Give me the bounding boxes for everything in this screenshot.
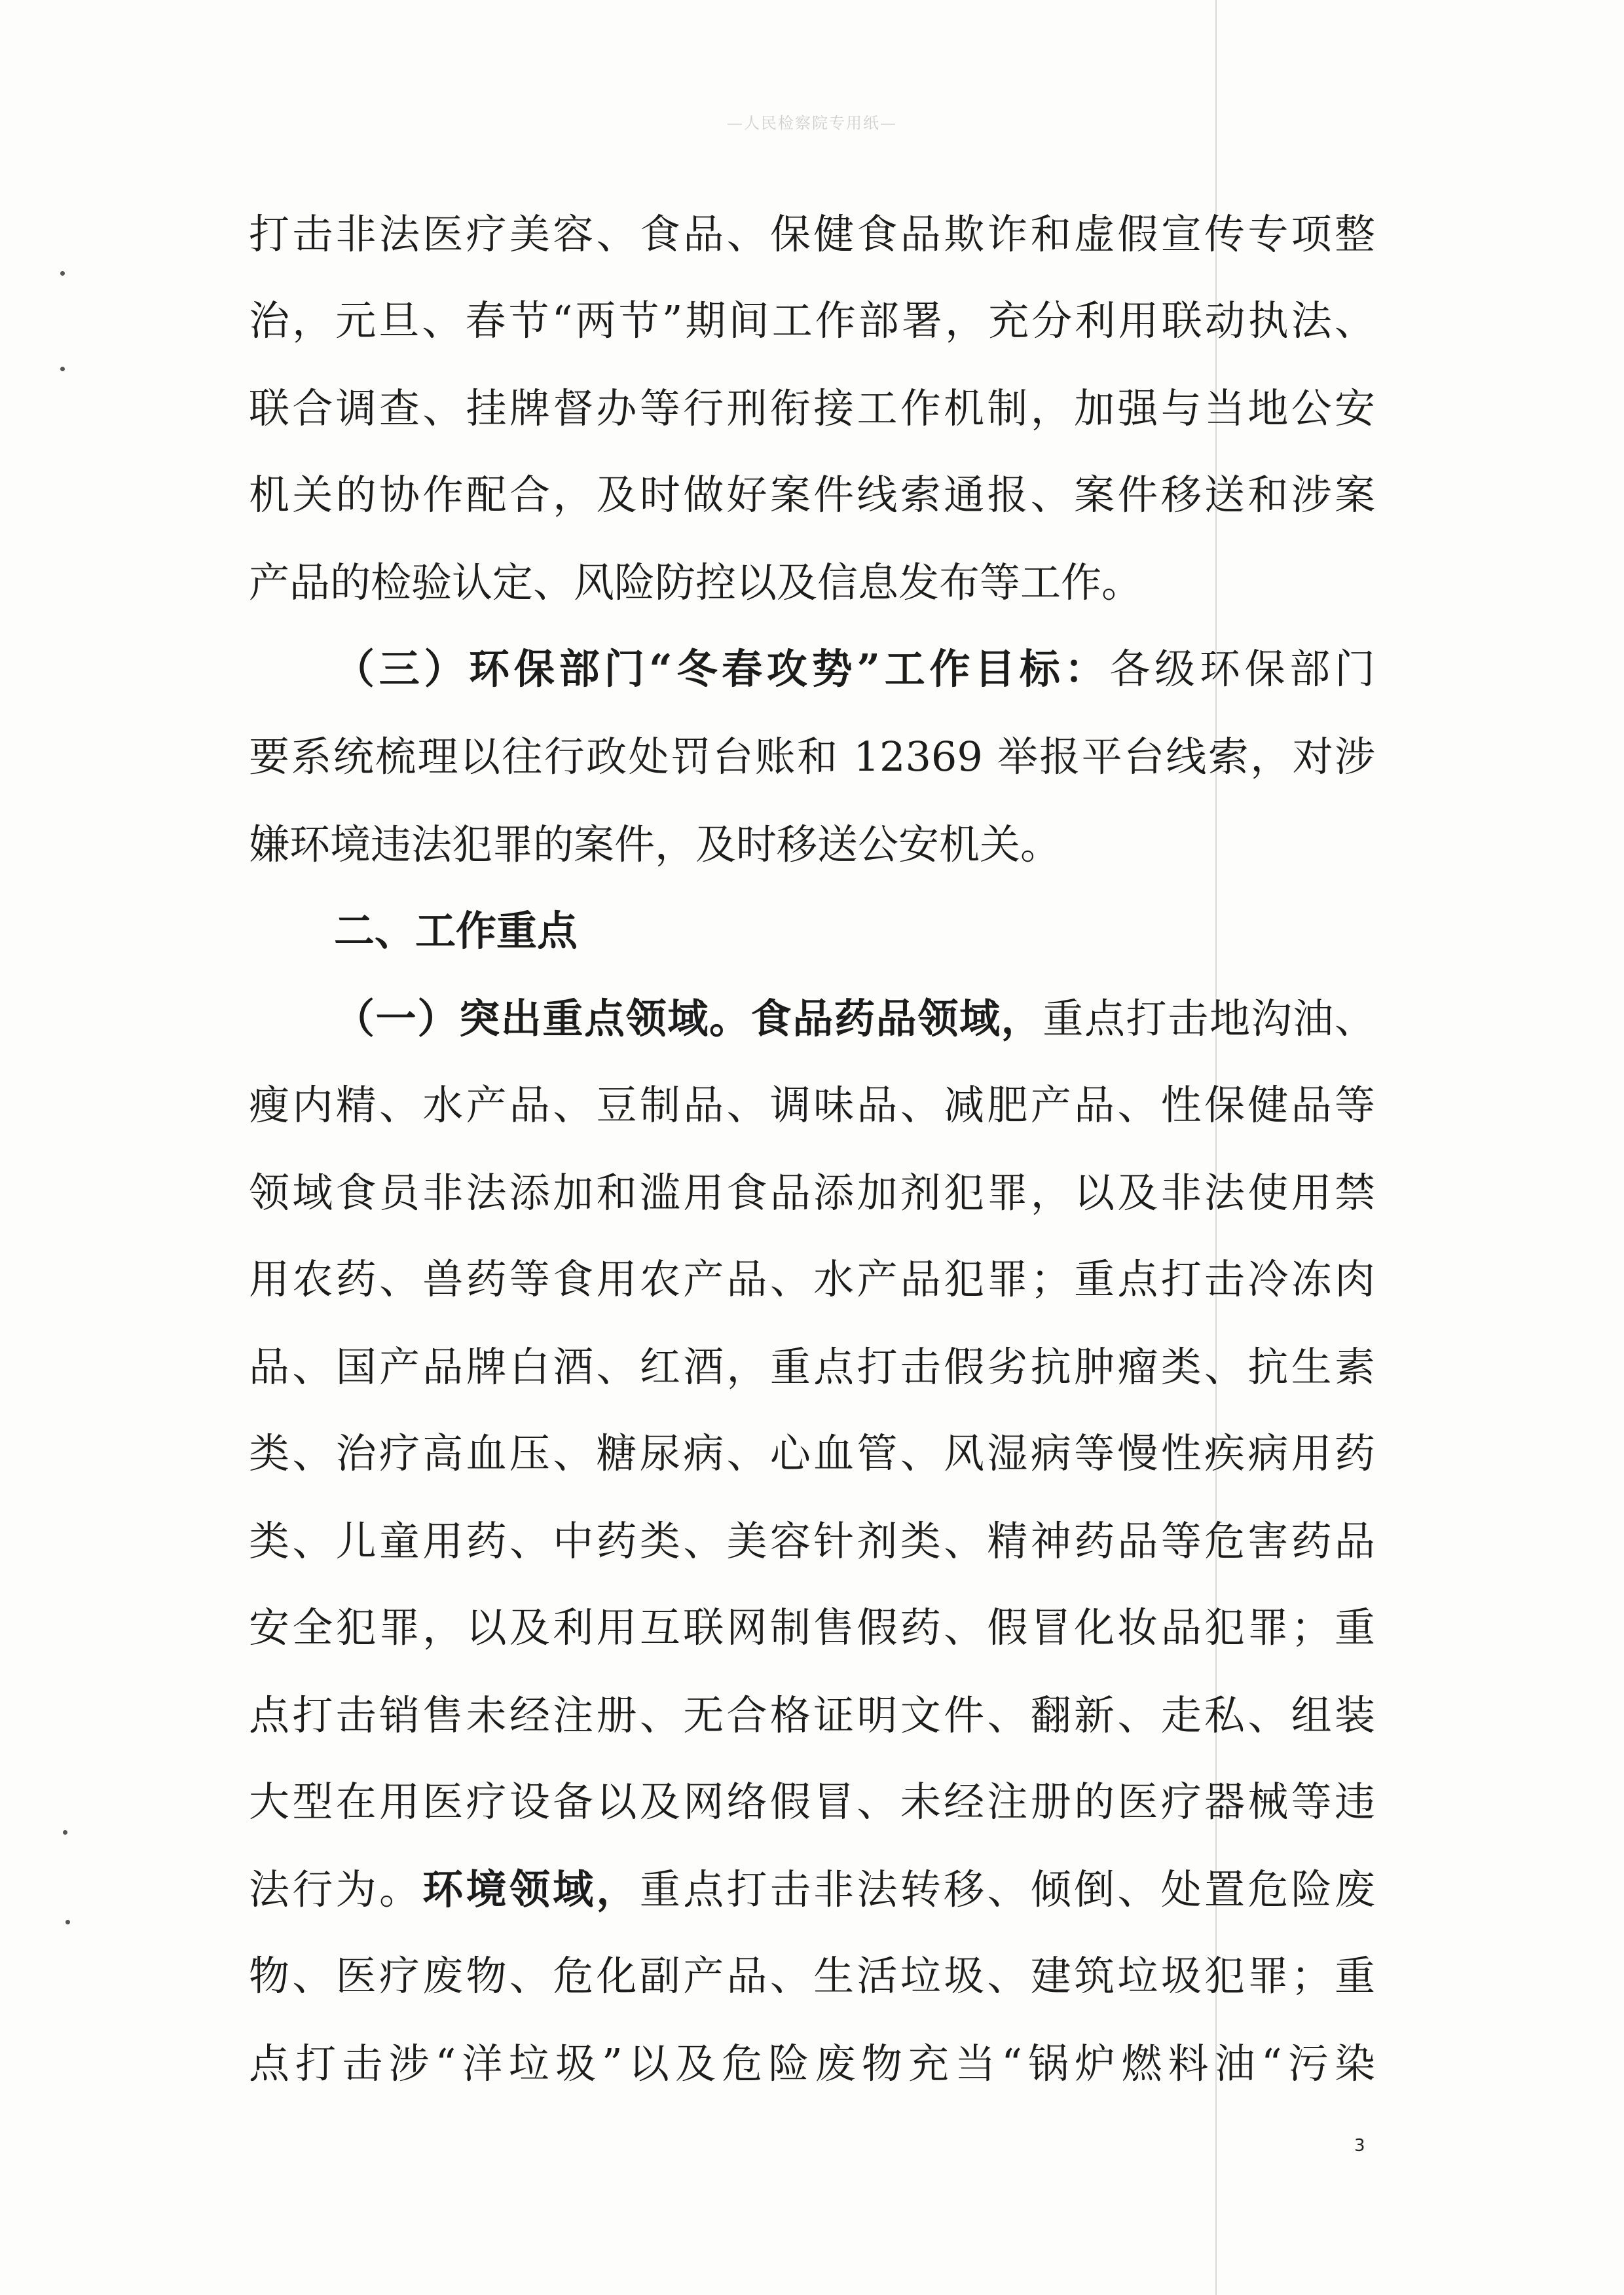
section3-first-line-rest: 各级环保部门 (1109, 645, 1375, 693)
focus-label: （一）突出重点领域。 (334, 995, 751, 1042)
environment-label: 环境领域， (422, 1865, 640, 1913)
section3-title: （三）环保部门“冬春攻势”工作目标： (334, 645, 1110, 693)
binding-hole-mark (63, 1830, 67, 1835)
section-heading: 二、工作重点 (334, 907, 578, 955)
body-line: 点打击销售未经注册、无合格证明文件、翻新、走私、组装 (249, 1691, 1375, 1739)
food-drug-label: 食品药品领域， (750, 995, 1043, 1042)
body-line: 用农药、兽药等食用农产品、水产品犯罪；重点打击冷冻肉 (249, 1255, 1375, 1303)
binding-hole-mark (60, 271, 65, 276)
body-line: 类、儿童用药、中药类、美容针剂类、精神药品等危害药品 (249, 1517, 1375, 1565)
env-rest: 重点打击非法转移、倾倒、处置危险废 (639, 1865, 1375, 1913)
body-line: 打击非法医疗美容、食品、保健食品欺诈和虚假宣传专项整 (249, 210, 1375, 258)
env-prefix: 法行为。 (249, 1865, 423, 1913)
binding-hole-mark (65, 1920, 70, 1924)
body-line: 领域食员非法添加和滥用食品添加剂犯罪，以及非法使用禁 (249, 1169, 1375, 1217)
body-line: 机关的协作配合，及时做好案件线索通报、案件移送和涉案 (249, 471, 1375, 519)
section3-first-line (334, 643, 1375, 695)
body-line: 物、医疗废物、危化副产品、生活垃圾、建筑垃圾犯罪；重 (249, 1952, 1375, 2000)
body-line: 品、国产品牌白酒、红酒，重点打击假劣抗肿瘤类、抗生素 (249, 1343, 1375, 1391)
body-line: 要系统梳理以往行政处罚台账和 12369 举报平台线索，对涉 (249, 733, 1375, 780)
body-line: 点打击涉“洋垃圾”以及危险废物充当“锅炉燃料油“污染 (249, 2040, 1375, 2087)
body-line: 联合调查、挂牌督办等行刑衔接工作机制，加强与当地公安 (249, 384, 1375, 432)
body-line: 瘦内精、水产品、豆制品、调味品、减肥产品、性保健品等 (249, 1081, 1375, 1129)
page-number: 3 (1354, 2136, 1365, 2156)
body-line: 安全犯罪，以及利用互联网制售假药、假冒化妆品犯罪；重 (249, 1604, 1375, 1651)
body-line: 类、治疗高血压、糖尿病、心血管、风湿病等慢性疾病用药 (249, 1429, 1375, 1477)
body-line: 嫌环境违法犯罪的案件，及时移送公安机关。 (249, 820, 1061, 868)
body-line: 大型在用医疗设备以及网络假冒、未经注册的医疗器械等违 (249, 1778, 1375, 1826)
focus-first-line (334, 993, 1375, 1045)
binding-hole-mark (60, 367, 65, 371)
header-watermark: —人民检察院专用纸— (727, 114, 897, 132)
focus-first-line-rest: 重点打击地沟油、 (1043, 995, 1375, 1042)
body-line: 治，元旦、春节“两节”期间工作部署，充分利用联动执法、 (249, 297, 1375, 344)
body-line: 产品的检验认定、风险防控以及信息发布等工作。 (249, 559, 1143, 606)
environment-line (249, 1864, 1375, 1916)
